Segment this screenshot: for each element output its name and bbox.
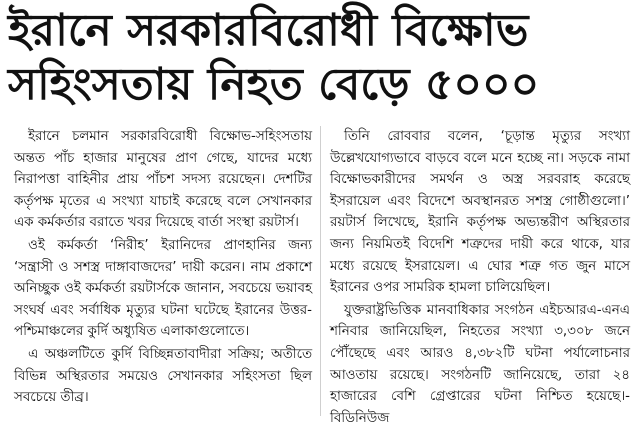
headline [8,4,632,112]
paragraph: যুক্তরাষ্ট্রভিত্তিক মানবাধিকার সংগঠন এইচআরএ-এনএ শনিবার জানিয়েছিল, নিহতের সংখ্যা ৩,৩০৮ জনে পৌঁছেছে এবং আরও ৪,৩৮২টি ঘটনা পর্যালোচনার আওতায় রয়েছে। সংগঠনটি জানিয়েছে, তারা ২৪ হাজারের বেশি গ্রেপ্তারের ঘটনা নিশ্চিত হয়েছে।-বিডিনিউজ [330,302,630,426]
paragraph: এ অঞ্চলটিতে কুর্দি বিচ্ছিন্নতাবাদীরা সক্রিয়; অতীতে বিভিন্ন অস্থিরতার সময়েও সেখানকার সহিংসতা ছিল সবচেয়ে তীব্র। [14,346,312,406]
paragraph: তিনি রোববার বলেন, ‘চূড়ান্ত মৃত্যুর সংখ্যা উল্লেখযোগ্যভাবে বাড়বে বলে মনে হচ্ছে না। সড়কে নামা বিক্ষোভকারীদের সমর্থন ও অস্ত্র সরবরাহ করেছে ইসরায়েল এবং বিদেশে অবস্থানরত সশস্ত্র গোষ্ঠীগুলো।’ রয়টার্স লিখেছে, ইরানি কর্তৃপক্ষ অভ্যন্তরীণ অস্থিরতার জন্য নিয়মিতই বিদেশি শত্রুদের দায়ী করে থাকে, যার মধ্যে রয়েছে ইসরায়েল। এ ঘোর শত্রু গত জুন মাসে ইরানের ওপর সামরিক হামলা চালিয়েছিল। [330,129,630,296]
right-column [330,126,630,429]
headline-line-2: সহিংসতায় নিহত বেড়ে ৫০০০ [8,59,540,110]
paragraph: ইরানে চলমান সরকারবিরোধী বিক্ষোভ-সহিংসতায় অন্তত পাঁচ হাজার মানুষের প্রাণ গেছে, যাদের মধ্যে নিরাপত্তা বাহিনীর প্রায় পাঁচশ সদস্য রয়েছেন। দেশটির কর্তৃপক্ষ মৃতের এ সংখ্যা যাচাই করেছে বলে সেখানকার এক কর্মকর্তার বরাতে খবর দিয়েছে বার্তা সংস্থা রয়টার্স। [14,129,312,231]
paragraph: ওই কর্মকর্তা ‘নিরীহ’ ইরানিদের প্রাণহানির জন্য ‘সন্ত্রাসী ও সশস্ত্র দাঙ্গাবাজদের’ দায়ী করেন। নাম প্রকাশে অনিচ্ছুক ওই কর্মকর্তা রয়টার্সকে জানান, সবচেয়ে ভয়াবহ সংঘর্ষ এবং সর্বাধিক মৃত্যুর ঘটনা ঘটেছে ইরানের উত্তর-পশ্চিমাঞ্চলের কুর্দি অধ্যুষিত এলাকাগুলোতে। [14,237,312,340]
headline-line-1: ইরানে সরকারবিরোধী বিক্ষোভ [8,5,529,56]
column-divider [320,126,321,416]
left-column [14,126,312,409]
